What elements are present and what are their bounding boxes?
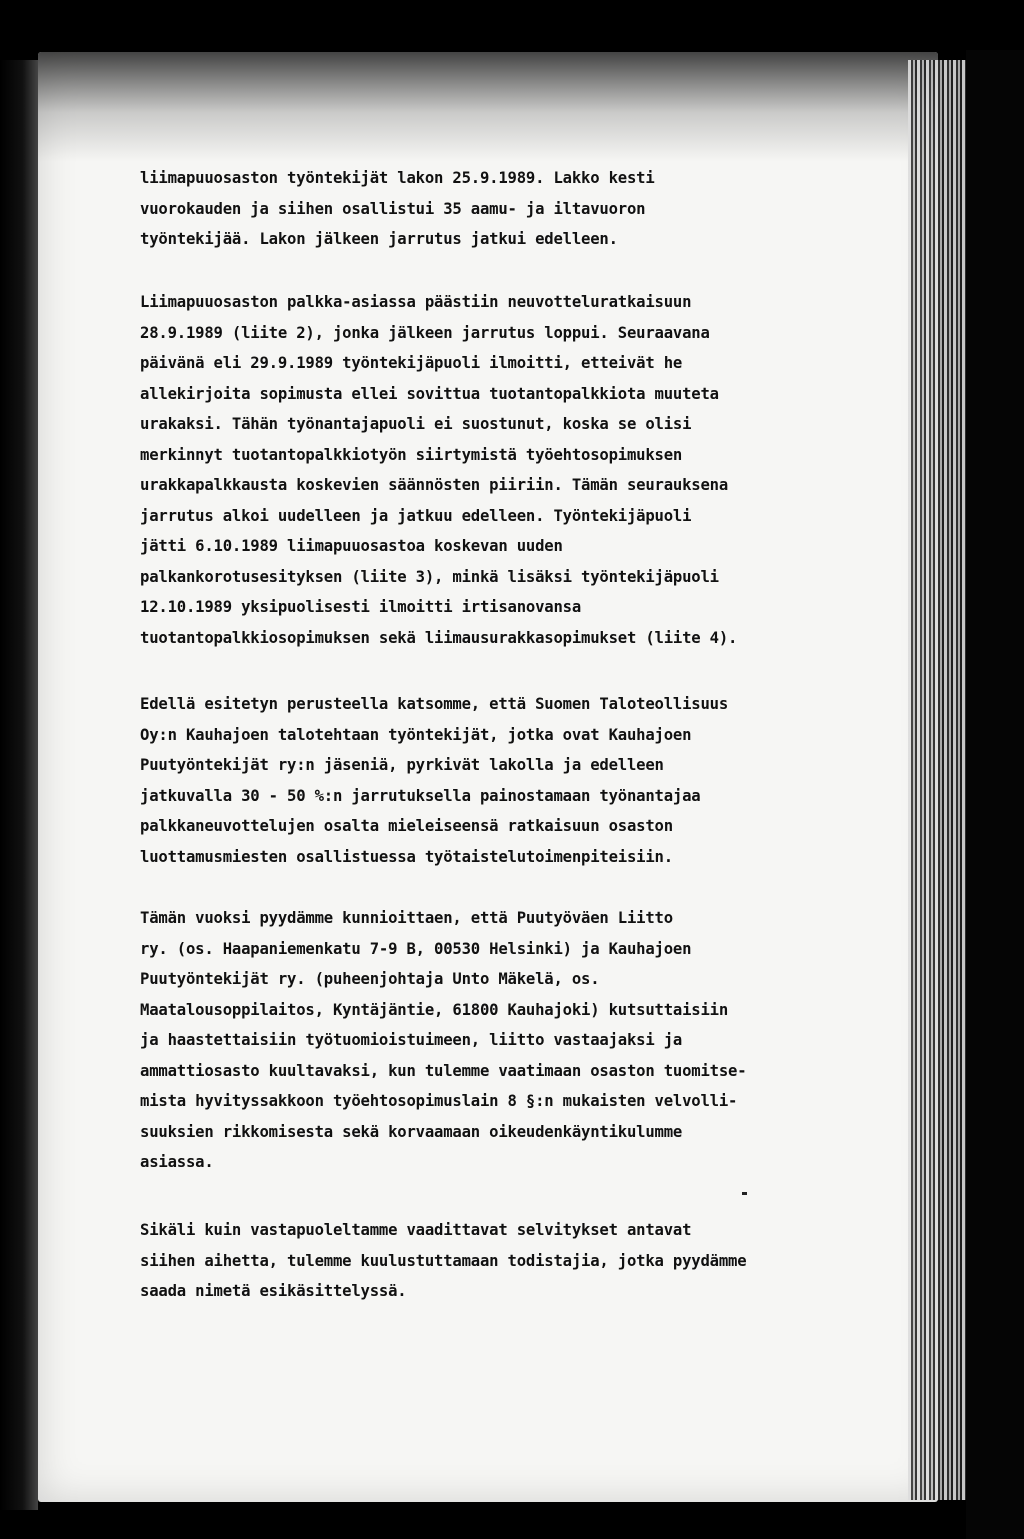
text-line: vuorokauden ja siihen osallistui 35 aamu- ja iltavuoron — [140, 199, 646, 218]
paragraph-request — [140, 903, 790, 1178]
text-line: Sikäli kuin vastapuoleltamme vaadittavat selvitykset antavat — [140, 1221, 692, 1239]
text-line: saada nimetä esikäsittelyssä. — [140, 1282, 407, 1300]
text-line: jatkuvalla 30 - 50 %:n jarrutuksella painostamaan työnantajaa — [140, 786, 701, 805]
text-line: mista hyvityssakkoon työehtosopimuslain 8 §:n mukaisten velvolli- — [140, 1092, 738, 1110]
text-line: urakkapalkkausta koskevien säännösten piiriin. Tämän seurauksena — [140, 476, 729, 494]
text-line: asiassa. — [140, 1153, 214, 1171]
paragraph-wage-negotiation — [140, 287, 790, 653]
text-line: Edellä esitetyn perusteella katsomme, että Suomen Taloteollisuus — [140, 695, 729, 713]
paragraph-strike-summary — [140, 163, 790, 255]
page-top-shadow — [38, 52, 938, 162]
text-line: Oy:n Kauhajoen talotehtaan työntekijät, jotka ovat Kauhajoen — [140, 725, 692, 744]
text-line: palkkaneuvottelujen osalta mieleiseensä ratkaisuun osaston — [140, 817, 673, 835]
book-binding-shadow — [966, 50, 1024, 1539]
text-line: ry. (os. Haapaniemenkatu 7-9 B, 00530 Helsinki) ja Kauhajoen — [140, 939, 692, 958]
paragraph-witnesses — [140, 1215, 790, 1307]
text-line: Puutyöntekijät ry:n jäseniä, pyrkivät lakolla ja edelleen — [140, 756, 664, 774]
text-line: Puutyöntekijät ry. (puheenjohtaja Unto Mäkelä, os. — [140, 970, 600, 988]
text-line: ammattiosasto kuultavaksi, kun tulemme vaatimaan osaston tuomitse- — [140, 1061, 747, 1080]
text-line: tuotantopalkkiosopimuksen sekä liimausurakkasopimukset (liite 4). — [140, 628, 738, 647]
text-line: jarrutus alkoi uudelleen ja jatkuu edelleen. Työntekijäpuoli — [140, 506, 692, 525]
text-line: Liimapuuosaston palkka-asiassa päästiin neuvotteluratkaisuun — [140, 293, 692, 311]
text-line: merkinnyt tuotantopalkkiotyön siirtymistä työehtosopimuksen — [140, 445, 683, 464]
text-line: päivänä eli 29.9.1989 työntekijäpuoli ilmoitti, etteivät he — [140, 354, 683, 372]
text-line: työntekijää. Lakon jälkeen jarrutus jatkui edelleen. — [140, 230, 618, 248]
book-binding-edge — [908, 60, 966, 1500]
paragraph-conclusion — [140, 689, 790, 872]
text-line: palkankorotusesityksen (liite 3), minkä lisäksi työntekijäpuoli — [140, 567, 719, 586]
text-line: suuksien rikkomisesta sekä korvaamaan oikeudenkäyntikulumme — [140, 1122, 683, 1141]
text-line: Maatalousoppilaitos, Kyntäjäntie, 61800 Kauhajoki) kutsuttaisiin — [140, 1000, 729, 1019]
text-line: luottamusmiesten osallistuessa työtaistelutoimenpiteisiin. — [140, 847, 673, 866]
text-line: siihen aihetta, tulemme kuulustuttamaan todistajia, jotka pyydämme — [140, 1251, 747, 1270]
text-line: urakaksi. Tähän työnantajapuoli ei suostunut, koska se olisi — [140, 415, 692, 433]
text-line: liimapuuosaston työntekijät lakon 25.9.1989. Lakko kesti — [140, 169, 655, 187]
text-line: allekirjoita sopimusta ellei sovittua tuotantopalkkiota muuteta — [140, 384, 719, 403]
stray-ink-mark — [742, 1192, 747, 1195]
text-line: ja haastettaisiin työtuomioistuimeen, liitto vastaajaksi ja — [140, 1031, 683, 1049]
text-line: 28.9.1989 (liite 2), jonka jälkeen jarrutus loppui. Seuraavana — [140, 323, 710, 342]
text-line: jätti 6.10.1989 liimapuuosastoa koskevan uuden — [140, 537, 563, 555]
text-line: Tämän vuoksi pyydämme kunnioittaen, että Puutyöväen Liitto — [140, 909, 673, 927]
text-line: 12.10.1989 yksipuolisesti ilmoitti irtisanovansa — [140, 598, 582, 616]
scan-left-edge — [0, 60, 38, 1510]
